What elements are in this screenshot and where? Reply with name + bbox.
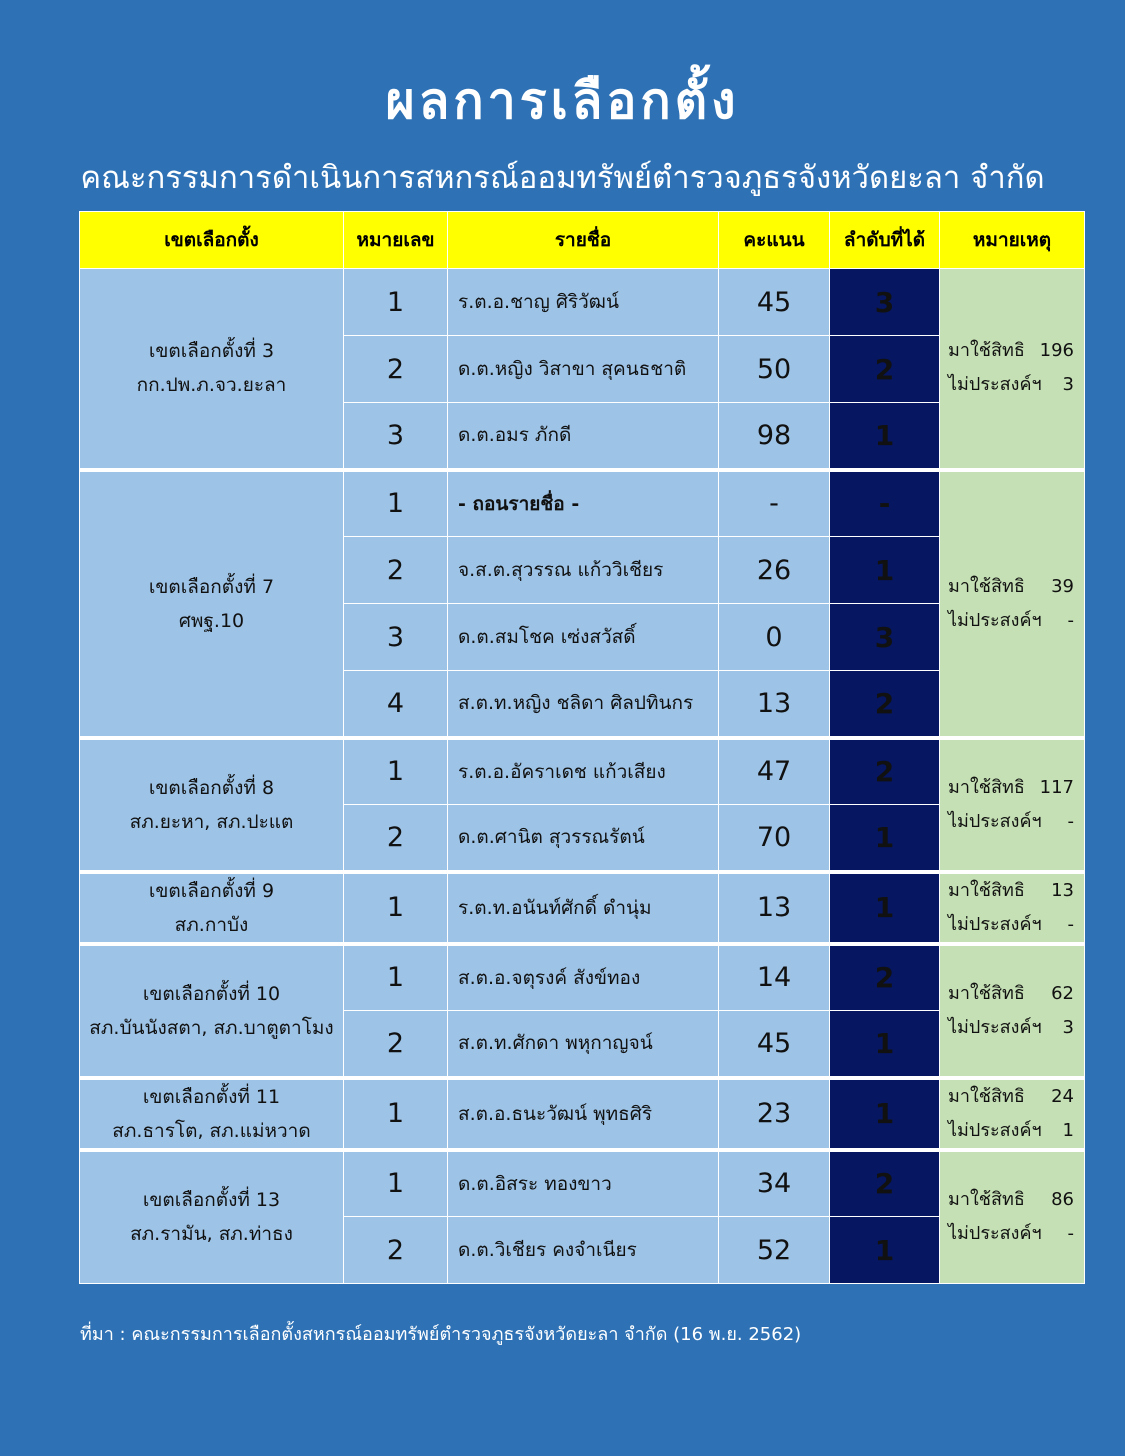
remark-cell (940, 1078, 1085, 1150)
district-units: สภ.กาบัง (174, 913, 249, 936)
voters-label: มาใช้สิทธิ (948, 879, 1025, 901)
abstain-value: 1 (1062, 1119, 1074, 1141)
district-cell (80, 944, 344, 1078)
candidate-number: 3 (344, 403, 448, 470)
table-row (80, 269, 1085, 336)
header-note: หมายเหตุ (940, 212, 1085, 269)
election-results-table (79, 211, 1085, 1284)
voters-value: 13 (1051, 879, 1074, 901)
remark-cell (940, 470, 1085, 738)
candidate-number: 2 (344, 1011, 448, 1078)
district-units: สภ.ยะหา, สภ.ปะแต (129, 810, 294, 833)
candidate-name: ส.ต.ท.หญิง ชลิดา ศิลปทินกร (448, 671, 719, 738)
district-cell (80, 269, 344, 470)
voters-value: 196 (1039, 340, 1074, 362)
district-cell (80, 470, 344, 738)
abstain-count (948, 1011, 1074, 1045)
voters-label: มาใช้สิทธิ (948, 776, 1025, 798)
district-name: เขตเลือกตั้งที่ 9 (148, 879, 275, 902)
candidate-rank: 1 (830, 805, 940, 872)
candidate-name: ด.ต.อิสระ ทองขาว (448, 1150, 719, 1217)
abstain-label: ไม่ประสงค์ฯ (948, 1016, 1042, 1038)
district-units: สภ.ธารโต, สภ.แม่หวาด (112, 1119, 311, 1142)
voters-turnout (948, 977, 1074, 1011)
candidate-number: 1 (344, 1078, 448, 1150)
table-row (80, 738, 1085, 805)
table-body (80, 269, 1085, 1284)
candidate-rank: 2 (830, 1150, 940, 1217)
candidate-number: 2 (344, 336, 448, 403)
candidate-number: 2 (344, 537, 448, 604)
abstain-label: ไม่ประสงค์ฯ (948, 609, 1042, 631)
voters-turnout (948, 874, 1074, 908)
abstain-value: 3 (1062, 374, 1074, 396)
voters-label: มาใช้สิทธิ (948, 1085, 1025, 1107)
abstain-count (948, 908, 1074, 942)
candidate-score: 13 (719, 671, 830, 738)
voters-value: 86 (1051, 1189, 1074, 1211)
voters-value: 117 (1039, 776, 1074, 798)
district-name: เขตเลือกตั้งที่ 8 (148, 776, 275, 799)
district-units: กก.ปพ.ภ.จว.ยะลา (136, 374, 287, 397)
candidate-rank: 2 (830, 944, 940, 1011)
header-district: เขตเลือกตั้ง (80, 212, 344, 269)
candidate-name: ร.ต.อ.ชาญ ศิริวัฒน์ (448, 269, 719, 336)
candidate-score: 0 (719, 604, 830, 671)
source-note: ที่มา : คณะกรรมการเลือกตั้งสหกรณ์ออมทรัพย์ตำรวจภูธรจังหวัดยะลา จำกัด (16 พ.ย. 2562) (80, 1324, 802, 1345)
candidate-rank: 2 (830, 336, 940, 403)
abstain-label: ไม่ประสงค์ฯ (948, 913, 1042, 935)
abstain-label: ไม่ประสงค์ฯ (948, 1119, 1042, 1141)
abstain-count (948, 1114, 1074, 1148)
header-score: คะแนน (719, 212, 830, 269)
voters-label: มาใช้สิทธิ (948, 340, 1025, 362)
candidate-number: 1 (344, 944, 448, 1011)
abstain-value: - (1067, 609, 1074, 631)
candidate-rank: 1 (830, 537, 940, 604)
candidate-number: 1 (344, 470, 448, 537)
candidate-score: 45 (719, 1011, 830, 1078)
abstain-value: - (1067, 1223, 1074, 1245)
remark-cell (940, 1150, 1085, 1284)
candidate-rank: 1 (830, 403, 940, 470)
abstain-count (948, 368, 1074, 402)
candidate-name: ด.ต.อมร ภักดี (448, 403, 719, 470)
candidate-name: จ.ส.ต.สุวรรณ แก้ววิเชียร (448, 537, 719, 604)
candidate-rank: 1 (830, 1078, 940, 1150)
candidate-score: - (719, 470, 830, 537)
district-name: เขตเลือกตั้งที่ 10 (142, 982, 281, 1005)
candidate-number: 3 (344, 604, 448, 671)
abstain-value: - (1067, 913, 1074, 935)
candidate-name: - ถอนรายชื่อ - (448, 470, 719, 537)
candidate-score: 23 (719, 1078, 830, 1150)
district-cell (80, 1150, 344, 1284)
table-row (80, 470, 1085, 537)
remark-cell (940, 269, 1085, 470)
voters-turnout (948, 334, 1074, 368)
candidate-rank: 1 (830, 1217, 940, 1284)
candidate-name: ส.ต.อ.ธนะวัฒน์ พุทธศิริ (448, 1078, 719, 1150)
voters-value: 39 (1051, 575, 1074, 597)
candidate-name: ส.ต.อ.จตุรงค์ สังข์ทอง (448, 944, 719, 1011)
table-row (80, 1150, 1085, 1217)
district-units: สภ.รามัน, สภ.ท่าธง (130, 1223, 293, 1246)
candidate-name: ร.ต.ท.อนันท์ศักดิ์ ดำนุ่ม (448, 872, 719, 944)
candidate-number: 1 (344, 1150, 448, 1217)
candidate-number: 2 (344, 1217, 448, 1284)
voters-turnout (948, 1080, 1074, 1114)
candidate-score: 50 (719, 336, 830, 403)
candidate-score: 45 (719, 269, 830, 336)
candidate-rank: 1 (830, 872, 940, 944)
abstain-count (948, 604, 1074, 638)
remark-cell (940, 944, 1085, 1078)
table-header-row (80, 212, 1085, 269)
district-cell (80, 872, 344, 944)
voters-label: มาใช้สิทธิ (948, 982, 1025, 1004)
district-name: เขตเลือกตั้งที่ 7 (148, 575, 275, 598)
page-subtitle: คณะกรรมการดำเนินการสหกรณ์ออมทรัพย์ตำรวจภูธรจังหวัดยะลา จำกัด (80, 160, 1045, 196)
candidate-name: ด.ต.หญิง วิสาขา สุคนธชาติ (448, 336, 719, 403)
candidate-score: 34 (719, 1150, 830, 1217)
candidate-score: 26 (719, 537, 830, 604)
candidate-name: ด.ต.ศานิต สุวรรณรัตน์ (448, 805, 719, 872)
candidate-rank: 3 (830, 604, 940, 671)
candidate-number: 2 (344, 805, 448, 872)
voters-label: มาใช้สิทธิ (948, 575, 1025, 597)
table-row (80, 944, 1085, 1011)
candidate-rank: 2 (830, 671, 940, 738)
district-units: สภ.บันนังสตา, สภ.บาตูตาโมง (89, 1016, 334, 1039)
remark-cell (940, 738, 1085, 872)
candidate-score: 13 (719, 872, 830, 944)
candidate-score: 47 (719, 738, 830, 805)
abstain-label: ไม่ประสงค์ฯ (948, 374, 1042, 396)
voters-turnout (948, 771, 1074, 805)
page-title: ผลการเลือกตั้ง (385, 72, 740, 130)
candidate-rank: 2 (830, 738, 940, 805)
candidate-rank: 1 (830, 1011, 940, 1078)
candidate-name: ด.ต.สมโชค เซ่งสวัสดิ์ (448, 604, 719, 671)
header-name: รายชื่อ (448, 212, 719, 269)
district-name: เขตเลือกตั้งที่ 3 (148, 340, 275, 363)
abstain-label: ไม่ประสงค์ฯ (948, 810, 1042, 832)
candidate-score: 14 (719, 944, 830, 1011)
district-cell (80, 1078, 344, 1150)
candidate-name: ด.ต.วิเชียร คงจำเนียร (448, 1217, 719, 1284)
candidate-score: 98 (719, 403, 830, 470)
abstain-value: - (1067, 810, 1074, 832)
header-number: หมายเลข (344, 212, 448, 269)
candidate-rank: 3 (830, 269, 940, 336)
table-row (80, 1078, 1085, 1150)
candidate-number: 1 (344, 738, 448, 805)
candidate-number: 1 (344, 872, 448, 944)
candidate-rank: - (830, 470, 940, 537)
district-name: เขตเลือกตั้งที่ 11 (142, 1085, 281, 1108)
voters-turnout (948, 1183, 1074, 1217)
district-name: เขตเลือกตั้งที่ 13 (142, 1189, 281, 1212)
abstain-count (948, 1217, 1074, 1251)
header-rank: ลำดับที่ได้ (830, 212, 940, 269)
voters-value: 62 (1051, 982, 1074, 1004)
abstain-label: ไม่ประสงค์ฯ (948, 1223, 1042, 1245)
candidate-name: ส.ต.ท.ศักดา พหุกาญจน์ (448, 1011, 719, 1078)
candidate-number: 1 (344, 269, 448, 336)
remark-cell (940, 872, 1085, 944)
candidate-name: ร.ต.อ.อัคราเดช แก้วเสียง (448, 738, 719, 805)
abstain-value: 3 (1062, 1016, 1074, 1038)
table-row (80, 872, 1085, 944)
abstain-count (948, 805, 1074, 839)
district-units: ศพฐ.10 (178, 609, 245, 632)
voters-label: มาใช้สิทธิ (948, 1189, 1025, 1211)
voters-turnout (948, 570, 1074, 604)
candidate-score: 52 (719, 1217, 830, 1284)
candidate-score: 70 (719, 805, 830, 872)
candidate-number: 4 (344, 671, 448, 738)
voters-value: 24 (1051, 1085, 1074, 1107)
district-cell (80, 738, 344, 872)
